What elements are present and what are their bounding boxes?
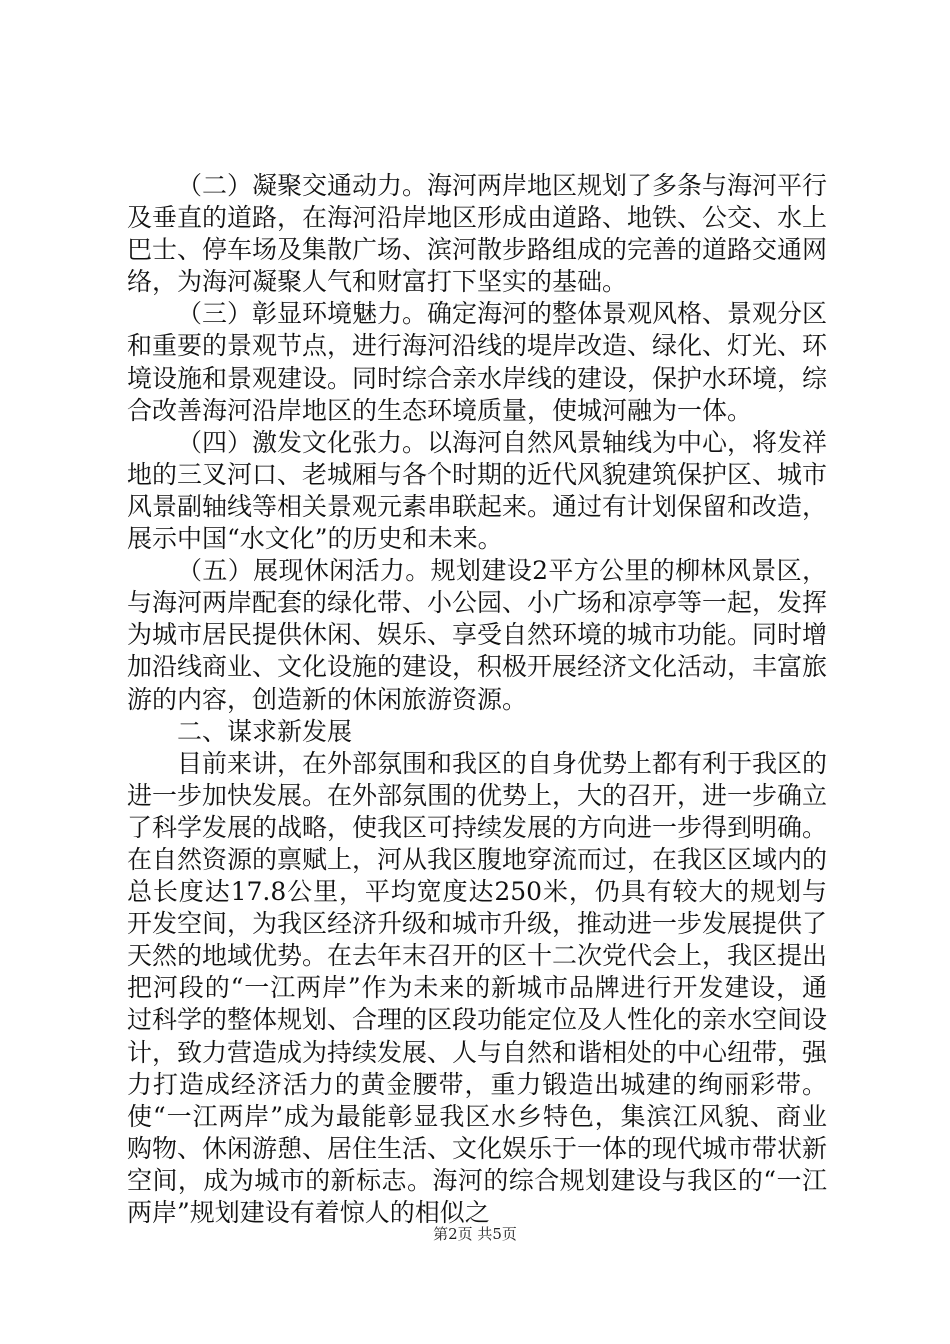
paragraph-development: 目前来讲，在外部氛围和我区的自身优势上都有利于我区的进一步加快发展。在外部氛围的优势上，大的召开，进一步确立了科学发展的战略，使我区可持续发展的方向进一步得到明确。在自然资源的禀赋上，河从我区腹地穿流而过，在我区区域内的总长度达17.8公里，平均宽度达250米，仍具有较大的规划与开发空间，为我区经济升级和城市升级，推动进一步发展提供了天然的地域优势。在去年末召开的区十二次党代会上，我区提出把河段的“一江两岸”作为未来的新城市品牌进行开发建设，通过科学的整体规划、合理的区段功能定位及人性化的亲水空间设计，致力营造成为持续发展、人与自然和谐相处的中心纽带，强力打造成经济活力的黄金腰带，重力锻造出城建的绚丽彩带。使“一江两岸”成为最能彰显我区水乡特色，集滨江风貌、商业购物、休闲游憩、居住生活、文化娱乐于一体的现代城市带状新空间，成为城市的新标志。海河的综合规划建设与我区的“一江两岸”规划建设有着惊人的相似之 bbox=[127, 748, 828, 1227]
section-heading: 二、谋求新发展 bbox=[177, 716, 353, 746]
document-body bbox=[127, 170, 827, 1229]
paragraph-environment: （三）彰显环境魅力。确定海河的整体景观风格、景观分区和重要的景观节点，进行海河沿线的堤岸改造、绿化、灯光、环境设施和景观建设。同时综合亲水岸线的建设，保护水环境，综合改善海河沿岸地区的生态环境质量，使城河融为一体。 bbox=[127, 299, 828, 425]
paragraph-culture: （四）激发文化张力。以海河自然风景轴线为中心，将发祥地的三叉河口、老城厢与各个时期的近代风貌建筑保护区、城市风景副轴线等相关景观元素串联起来。通过有计划保留和改造，展示中国“水文化”的历史和未来。 bbox=[127, 427, 828, 554]
paragraph-leisure: （五）展现休闲活力。规划建设2平方公里的柳林风景区，与海河两岸配套的绿化带、小公园、小广场和凉亭等一起，发挥为城市居民提供休闲、娱乐、享受自然环境的城市功能。同时增加沿线商业、文化设施的建设，积极开展经济文化活动，丰富旅游的内容，创造新的休闲旅游资源。 bbox=[127, 556, 828, 714]
paragraph-traffic: （二）凝聚交通动力。海河两岸地区规划了多条与海河平行及垂直的道路，在海河沿岸地区形成由道路、地铁、公交、水上巴士、停车场及集散广场、滨河散步路组成的完善的道路交通网络，为海河凝聚人气和财富打下坚实的基础。 bbox=[127, 171, 828, 297]
page-number-footer: 第2页 共5页 bbox=[433, 1225, 517, 1243]
